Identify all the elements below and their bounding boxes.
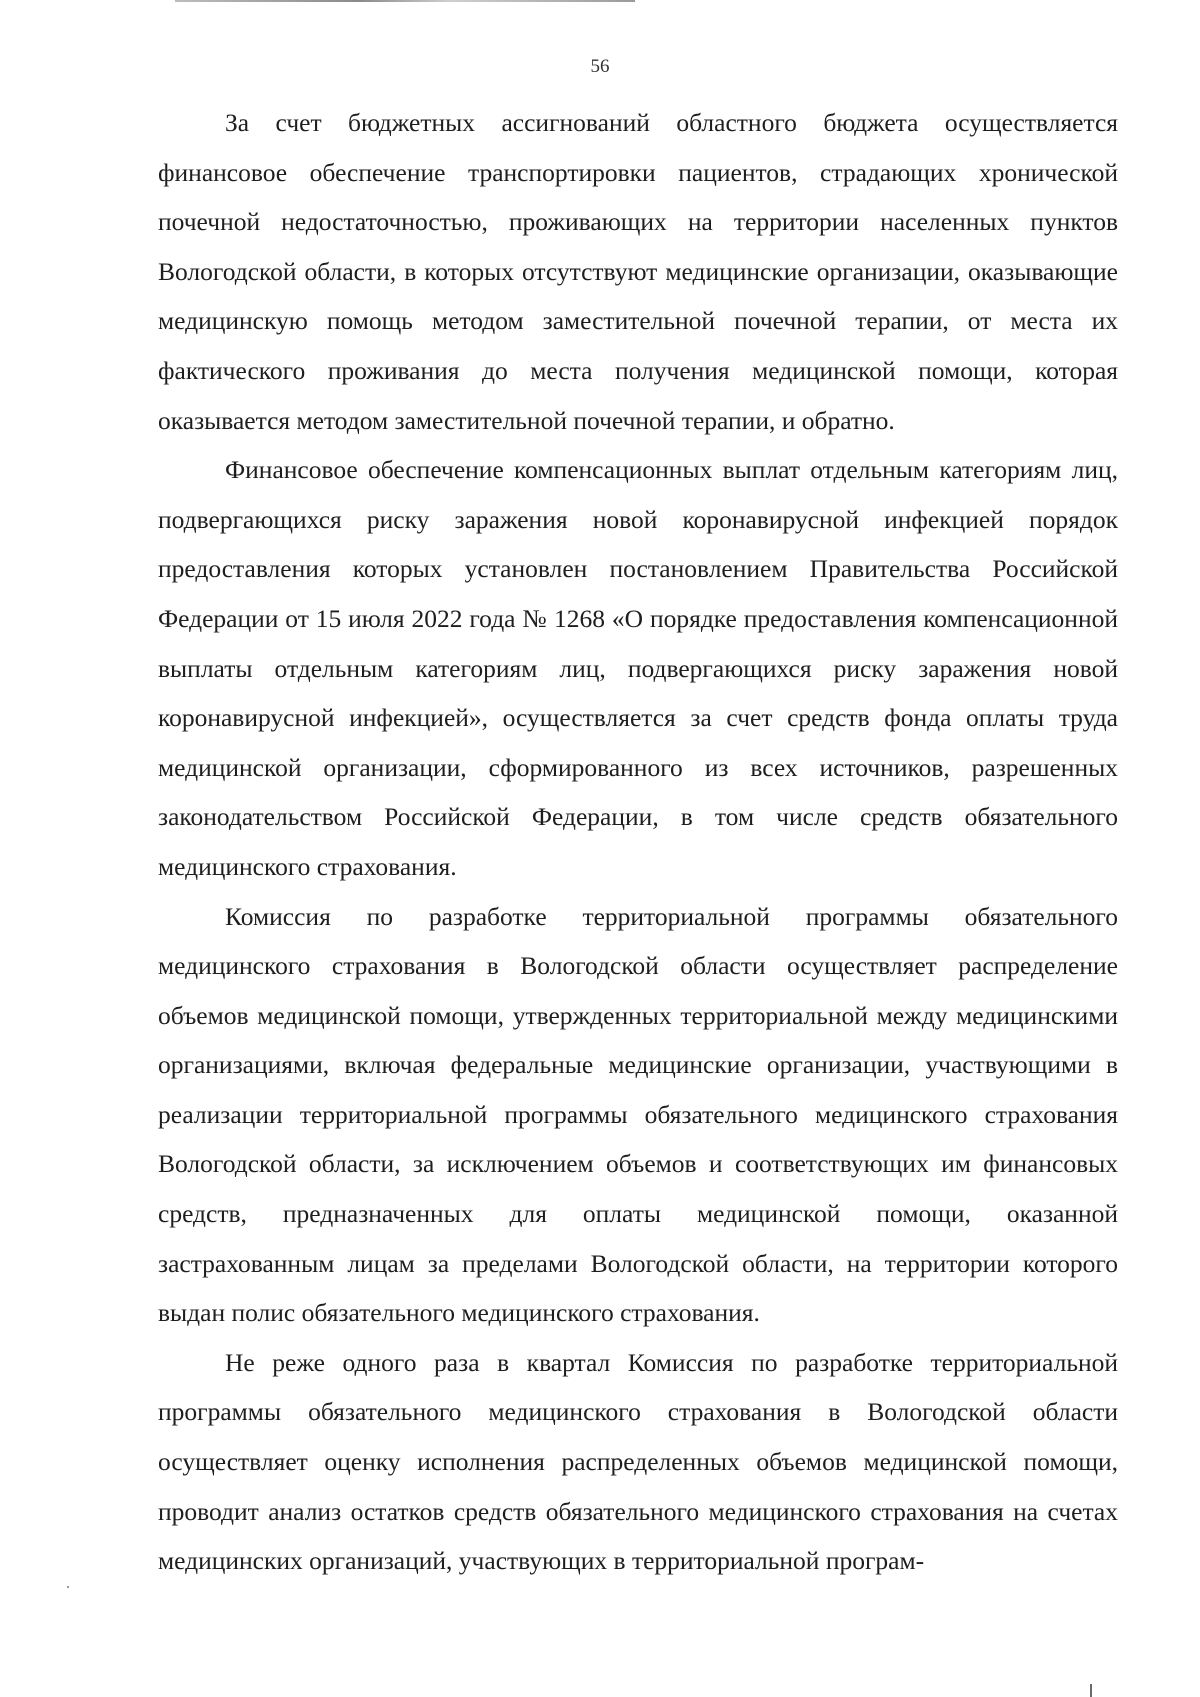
scan-speck — [67, 1586, 69, 1588]
paragraph-transport-funding: За счет бюджетных ассигнований областного бюджета осуществляется финансовое обеспечение транспортировки пациентов, страдающих хронической почечной недостаточностью, проживающих на территории населенных пунктов Вологодской области, в которых отсутствуют медицинские организации, оказывающие медицинскую помощь методом заместительной почечной терапии, от места их фактического проживания до места получения медицинской помощи, которая оказывается методом заместительной почечной терапии, и обратно. — [158, 108, 1118, 435]
scan-edge-mark-bottom — [1090, 1684, 1092, 1697]
paragraph-quarterly-assessment: Не реже одного раза в квартал Комиссия по разработке территориальной программы обязательного медицинского страхования в Вологодской области осуществляет оценку исполнения распределенных объемов медицинской помощи, проводит анализ остатков средств обязательного медицинского страхования на счетах медицинских организаций, участвующих в территориальной програм- — [158, 1347, 1118, 1576]
document-body — [158, 98, 1118, 1586]
paragraph-compensation-payments: Финансовое обеспечение компенсационных выплат отдельным категориям лиц, подвергающихся риску заражения новой коронавирусной инфекцией порядок предоставления которых установлен постановлением Правительства Российской Федерации от 15 июля 2022 года № 1268 «О порядке предоставления компенсационной выплаты отдельным категориям лиц, подвергающихся риску заражения новой коронавирусной инфекцией», осуществляется за счет средств фонда оплаты труда медицинской организации, сформированного из всех источников, разрешенных законодательством Российской Федерации, в том числе средств обязательного медицинского страхования. — [158, 455, 1118, 881]
paragraph-commission-distribution: Комиссия по разработке территориальной программы обязательного медицинского страхования в Вологодской области осуществляет распределение объемов медицинской помощи, утвержденных территориальной между медицинскими организациями, включая федеральные медицинские организации, участвующими в реализации территориальной программы обязательного медицинского страхования Вологодской области, за исключением объемов и соответствующих им финансовых средств, предназначенных для оплаты медицинской помощи, оказанной застрахованным лицам за пределами Вологодской области, на территории которого выдан полис обязательного медицинского страхования. — [158, 901, 1118, 1328]
scan-edge-mark — [175, 0, 635, 2]
page-number: 56 — [590, 56, 610, 77]
